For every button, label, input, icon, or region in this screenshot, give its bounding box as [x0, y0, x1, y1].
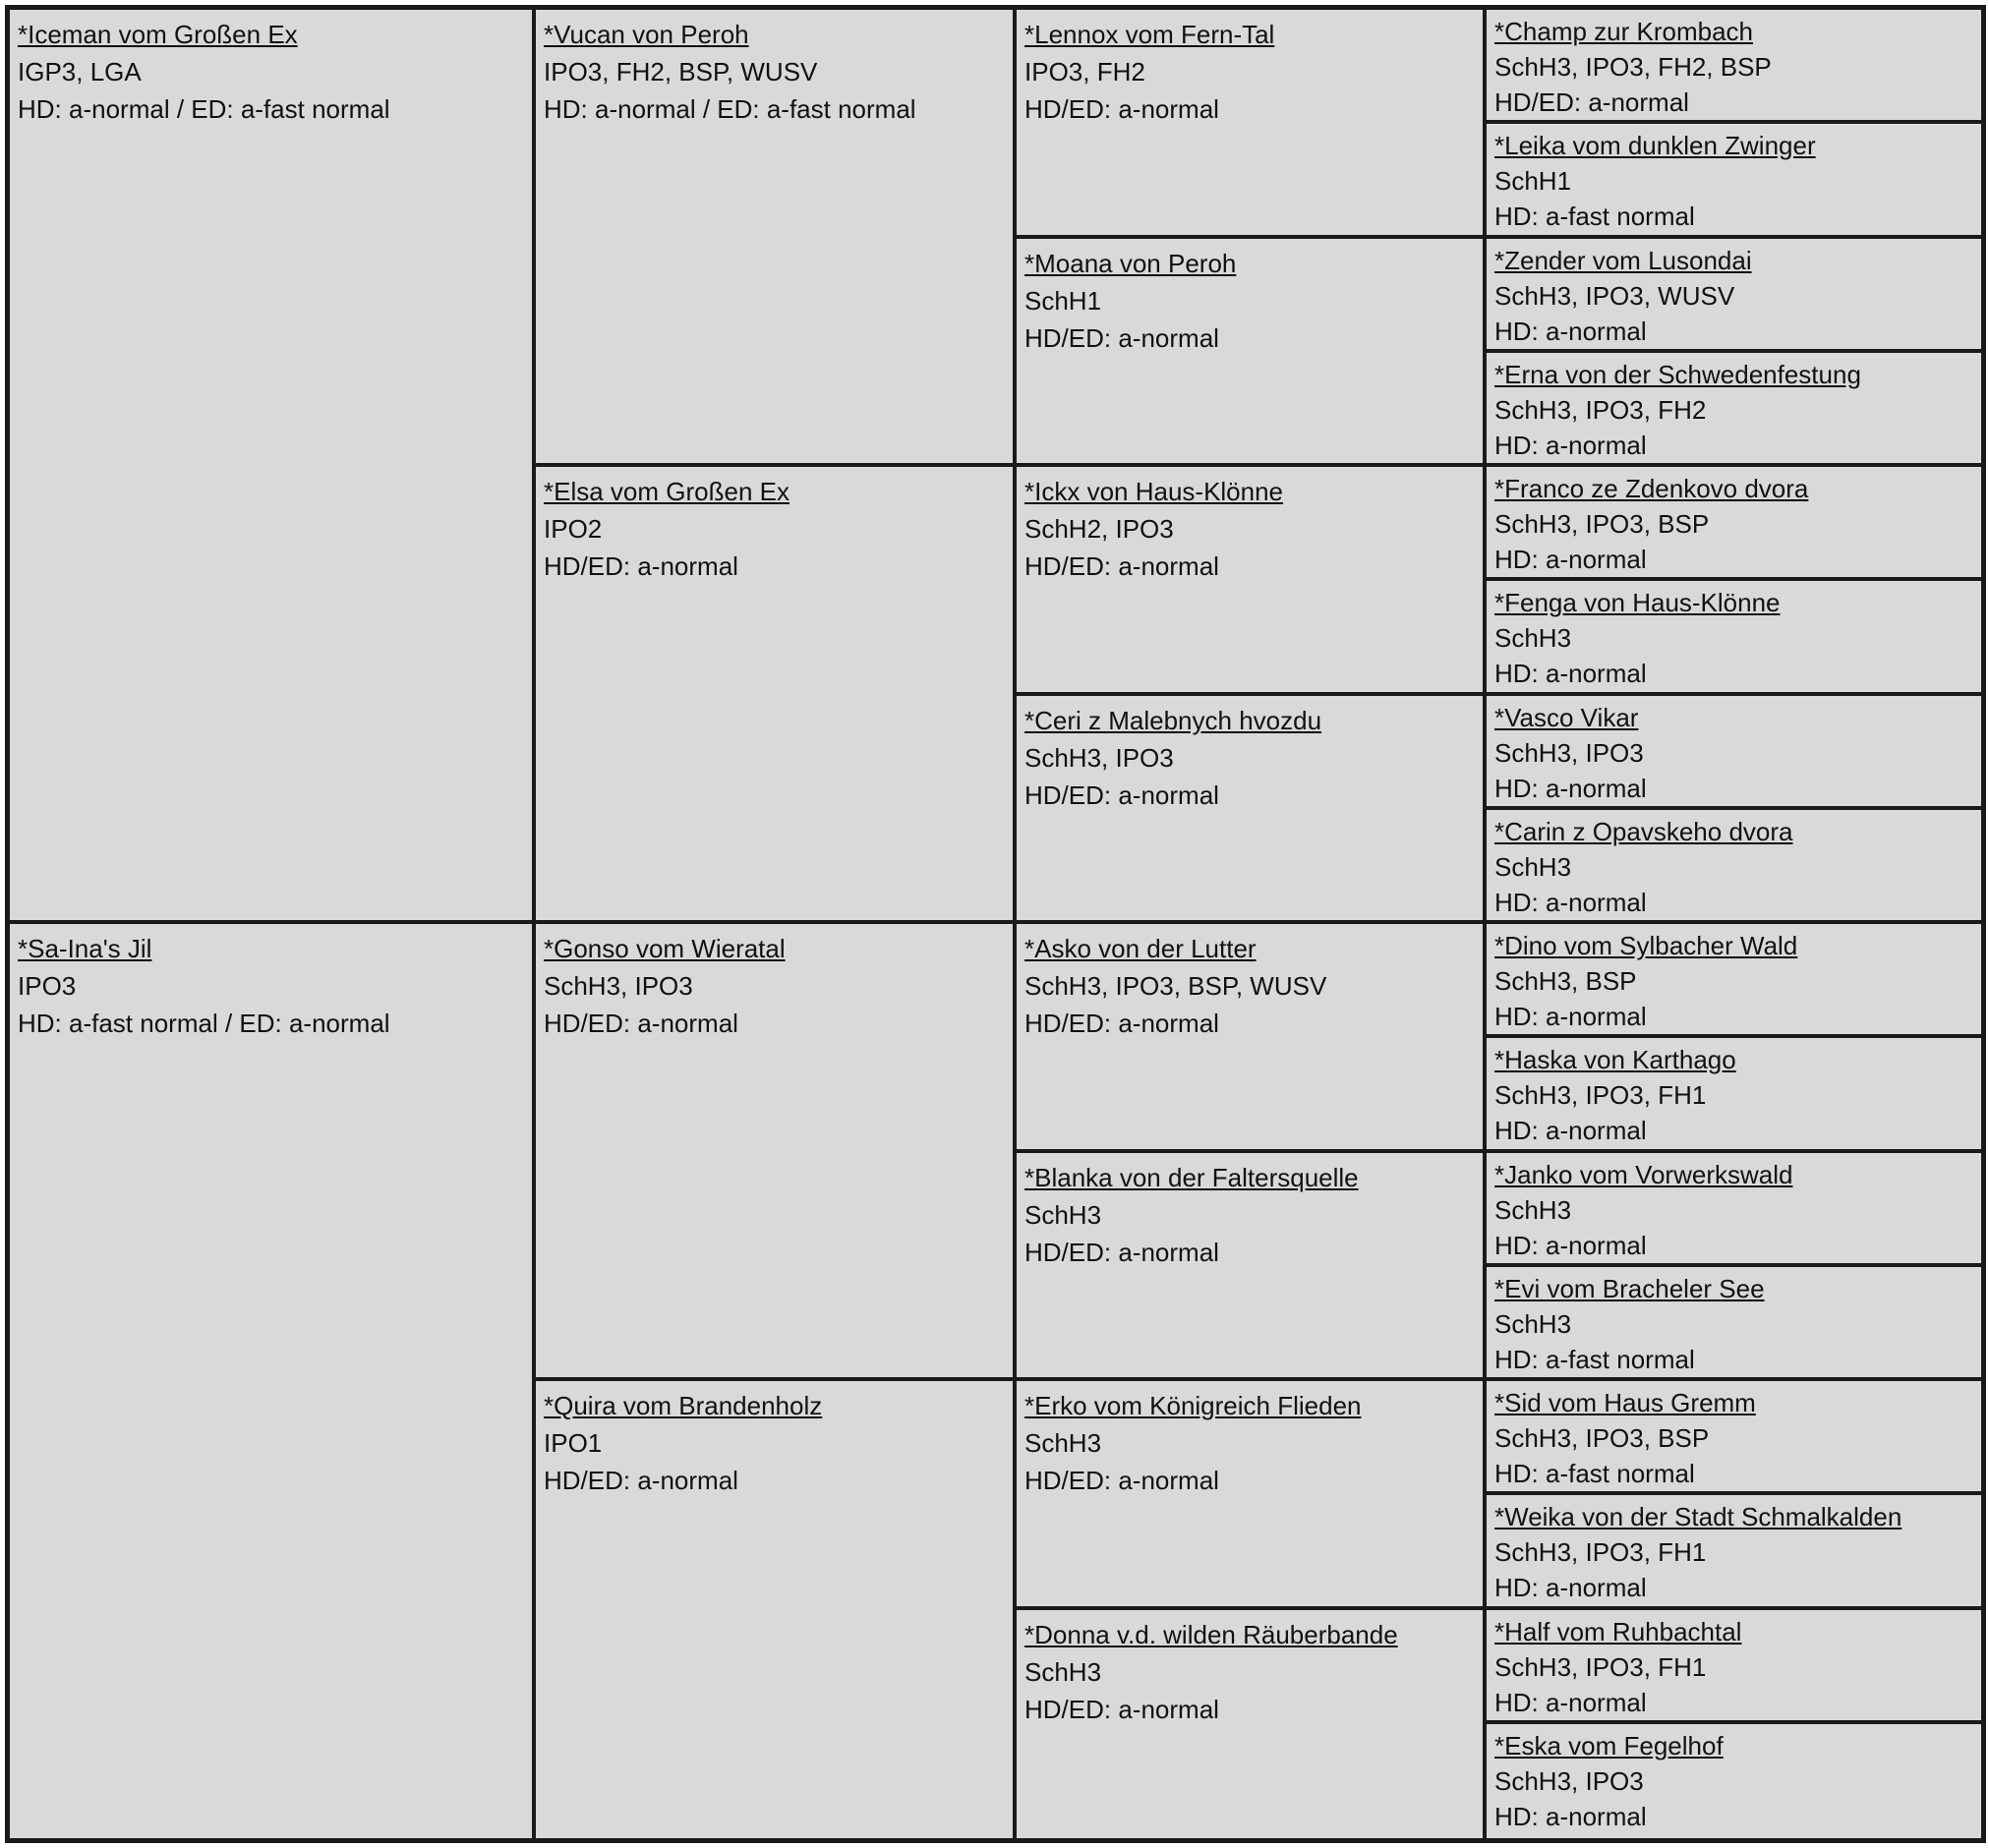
pedigree-cell-gen2 — [536, 10, 1017, 467]
dog-health-scores: HD/ED: a-normal — [1024, 551, 1219, 581]
dog-titles: SchH3, IPO3 — [1024, 743, 1174, 773]
dog-titles: IPO3, FH2, BSP, WUSV — [544, 57, 818, 87]
dog-name-link[interactable]: *Leika vom dunklen Zwinger — [1494, 131, 1816, 160]
pedigree-cell-gen2 — [536, 1381, 1017, 1838]
pedigree-cell-gen4 — [1487, 1381, 1981, 1495]
dog-name-link[interactable]: *Champ zur Krombach — [1494, 17, 1753, 46]
dog-titles: SchH3 — [1494, 852, 1572, 882]
dog-health-scores: HD: a-fast normal / ED: a-normal — [18, 1009, 390, 1038]
dog-titles: IPO3, FH2 — [1024, 57, 1145, 87]
pedigree-cell-gen4 — [1487, 239, 1981, 353]
dog-name-link[interactable]: *Franco ze Zdenkovo dvora — [1494, 474, 1809, 503]
dog-name-link[interactable]: *Fenga von Haus-Klönne — [1494, 588, 1781, 617]
dog-name-link[interactable]: *Weika von der Stadt Schmalkalden — [1494, 1502, 1902, 1531]
dog-name-link[interactable]: *Evi vom Bracheler See — [1494, 1274, 1765, 1303]
dog-health-scores: HD: a-normal — [1494, 774, 1647, 803]
dog-titles: SchH3 — [1024, 1200, 1102, 1230]
dog-name-link[interactable]: *Janko vom Vorwerkswald — [1494, 1160, 1793, 1189]
dog-name-link[interactable]: *Vasco Vikar — [1494, 703, 1639, 732]
pedigree-cell-gen3 — [1017, 696, 1487, 924]
dog-titles: IGP3, LGA — [18, 57, 142, 87]
dog-name-link[interactable]: *Blanka von der Faltersquelle — [1024, 1163, 1359, 1192]
dog-titles: SchH3, IPO3 — [544, 971, 693, 1001]
dog-titles: IPO1 — [544, 1428, 603, 1458]
dog-titles: SchH3, IPO3, BSP, WUSV — [1024, 971, 1327, 1001]
dog-name-link[interactable]: *Gonso vom Wieratal — [544, 934, 786, 963]
dog-health-scores: HD/ED: a-normal — [1024, 780, 1219, 810]
pedigree-cell-gen3 — [1017, 1610, 1487, 1838]
dog-name-link[interactable]: *Lennox vom Fern-Tal — [1024, 20, 1275, 49]
dog-health-scores: HD: a-normal / ED: a-fast normal — [544, 94, 916, 124]
dog-health-scores: HD: a-normal / ED: a-fast normal — [18, 94, 390, 124]
dog-titles: SchH3 — [1494, 1195, 1572, 1225]
dog-health-scores: HD: a-normal — [1494, 1573, 1647, 1602]
pedigree-cell-gen4 — [1487, 467, 1981, 581]
dog-titles: SchH3, IPO3, WUSV — [1494, 281, 1735, 311]
pedigree-cell-gen4 — [1487, 1038, 1981, 1153]
dog-name-link[interactable]: *Zender vom Lusondai — [1494, 246, 1752, 275]
dog-name-link[interactable]: *Quira vom Brandenholz — [544, 1391, 823, 1420]
dog-name-link[interactable]: *Carin z Opavskeho dvora — [1494, 817, 1793, 846]
pedigree-cell-gen4 — [1487, 1495, 1981, 1610]
pedigree-cell-gen3 — [1017, 467, 1487, 696]
dog-health-scores: HD: a-fast normal — [1494, 202, 1695, 231]
dog-name-link[interactable]: *Elsa vom Großen Ex — [544, 477, 790, 506]
pedigree-cell-gen4 — [1487, 353, 1981, 467]
pedigree-cell-gen4 — [1487, 581, 1981, 696]
pedigree-cell-gen3 — [1017, 239, 1487, 467]
dog-name-link[interactable]: *Eska vom Fegelhof — [1494, 1731, 1724, 1761]
pedigree-cell-gen4 — [1487, 10, 1981, 124]
dog-titles: SchH3, IPO3, FH1 — [1494, 1080, 1707, 1110]
dog-health-scores: HD/ED: a-normal — [1494, 87, 1689, 117]
dog-name-link[interactable]: *Donna v.d. wilden Räuberbande — [1024, 1620, 1398, 1649]
dog-titles: SchH3, IPO3, FH2 — [1494, 395, 1707, 425]
dog-name-link[interactable]: *Ceri z Malebnych hvozdu — [1024, 706, 1322, 735]
dog-titles: IPO3 — [18, 971, 77, 1001]
dog-titles: SchH1 — [1494, 166, 1572, 196]
pedigree-cell-gen3 — [1017, 1153, 1487, 1381]
pedigree-cell-gen4 — [1487, 124, 1981, 239]
dog-titles: SchH3 — [1494, 1309, 1572, 1339]
pedigree-cell-gen3 — [1017, 10, 1487, 239]
pedigree-cell-gen1 — [10, 10, 536, 924]
dog-name-link[interactable]: *Ickx von Haus-Klönne — [1024, 477, 1284, 506]
dog-titles: SchH3, BSP — [1494, 966, 1637, 996]
dog-titles: SchH3, IPO3 — [1494, 738, 1644, 768]
dog-name-link[interactable]: *Haska von Karthago — [1494, 1045, 1736, 1074]
pedigree-cell-gen2 — [536, 467, 1017, 924]
dog-health-scores: HD/ED: a-normal — [1024, 94, 1219, 124]
dog-titles: SchH3 — [1494, 623, 1572, 653]
pedigree-table — [5, 5, 1986, 1843]
dog-health-scores: HD: a-normal — [1494, 545, 1647, 574]
dog-health-scores: HD: a-normal — [1494, 659, 1647, 688]
dog-health-scores: HD/ED: a-normal — [544, 1009, 738, 1038]
dog-health-scores: HD: a-normal — [1494, 1688, 1647, 1717]
dog-health-scores: HD: a-normal — [1494, 1802, 1647, 1831]
dog-health-scores: HD: a-fast normal — [1494, 1345, 1695, 1374]
dog-health-scores: HD/ED: a-normal — [544, 1466, 738, 1495]
dog-name-link[interactable]: *Erko vom Königreich Flieden — [1024, 1391, 1362, 1420]
dog-titles: SchH3, IPO3, FH2, BSP — [1494, 52, 1772, 82]
pedigree-cell-gen4 — [1487, 1724, 1981, 1838]
dog-titles: SchH3, IPO3, BSP — [1494, 1423, 1710, 1453]
dog-health-scores: HD: a-normal — [1494, 1116, 1647, 1145]
pedigree-cell-gen4 — [1487, 1153, 1981, 1267]
dog-health-scores: HD/ED: a-normal — [544, 551, 738, 581]
pedigree-cell-gen4 — [1487, 1267, 1981, 1381]
dog-titles: SchH3 — [1024, 1428, 1102, 1458]
dog-health-scores: HD/ED: a-normal — [1024, 1238, 1219, 1267]
dog-titles: IPO2 — [544, 514, 603, 544]
dog-titles: SchH3, IPO3, BSP — [1494, 509, 1710, 539]
dog-name-link[interactable]: *Half vom Ruhbachtal — [1494, 1617, 1742, 1646]
dog-health-scores: HD/ED: a-normal — [1024, 1009, 1219, 1038]
dog-name-link[interactable]: *Asko von der Lutter — [1024, 934, 1257, 963]
dog-health-scores: HD: a-fast normal — [1494, 1459, 1695, 1488]
dog-titles: SchH3 — [1024, 1657, 1102, 1687]
pedigree-cell-gen3 — [1017, 924, 1487, 1153]
dog-titles: SchH2, IPO3 — [1024, 514, 1174, 544]
dog-health-scores: HD/ED: a-normal — [1024, 323, 1219, 353]
dog-health-scores: HD: a-normal — [1494, 431, 1647, 460]
dog-health-scores: HD: a-normal — [1494, 1002, 1647, 1031]
pedigree-cell-gen2 — [536, 924, 1017, 1381]
dog-titles: SchH3, IPO3, FH1 — [1494, 1652, 1707, 1682]
dog-titles: SchH3, IPO3, FH1 — [1494, 1537, 1707, 1567]
pedigree-cell-gen4 — [1487, 1610, 1981, 1724]
dog-health-scores: HD: a-normal — [1494, 317, 1647, 346]
dog-name-link[interactable]: *Dino vom Sylbacher Wald — [1494, 931, 1798, 960]
dog-health-scores: HD: a-normal — [1494, 1231, 1647, 1260]
dog-health-scores: HD/ED: a-normal — [1024, 1695, 1219, 1724]
dog-name-link[interactable]: *Iceman vom Großen Ex — [18, 20, 298, 49]
dog-titles: SchH3, IPO3 — [1494, 1766, 1644, 1796]
dog-health-scores: HD/ED: a-normal — [1024, 1466, 1219, 1495]
pedigree-cell-gen4 — [1487, 810, 1981, 924]
dog-name-link[interactable]: *Sa-Ina's Jil — [18, 934, 152, 963]
pedigree-cell-gen3 — [1017, 1381, 1487, 1610]
dog-name-link[interactable]: *Vucan von Peroh — [544, 20, 749, 49]
dog-name-link[interactable]: *Sid vom Haus Gremm — [1494, 1388, 1756, 1417]
pedigree-cell-gen4 — [1487, 696, 1981, 810]
dog-name-link[interactable]: *Moana von Peroh — [1024, 249, 1237, 278]
dog-titles: SchH1 — [1024, 286, 1102, 316]
pedigree-cell-gen1 — [10, 924, 536, 1838]
pedigree-cell-gen4 — [1487, 924, 1981, 1038]
dog-name-link[interactable]: *Erna von der Schwedenfestung — [1494, 360, 1861, 389]
dog-health-scores: HD: a-normal — [1494, 888, 1647, 917]
